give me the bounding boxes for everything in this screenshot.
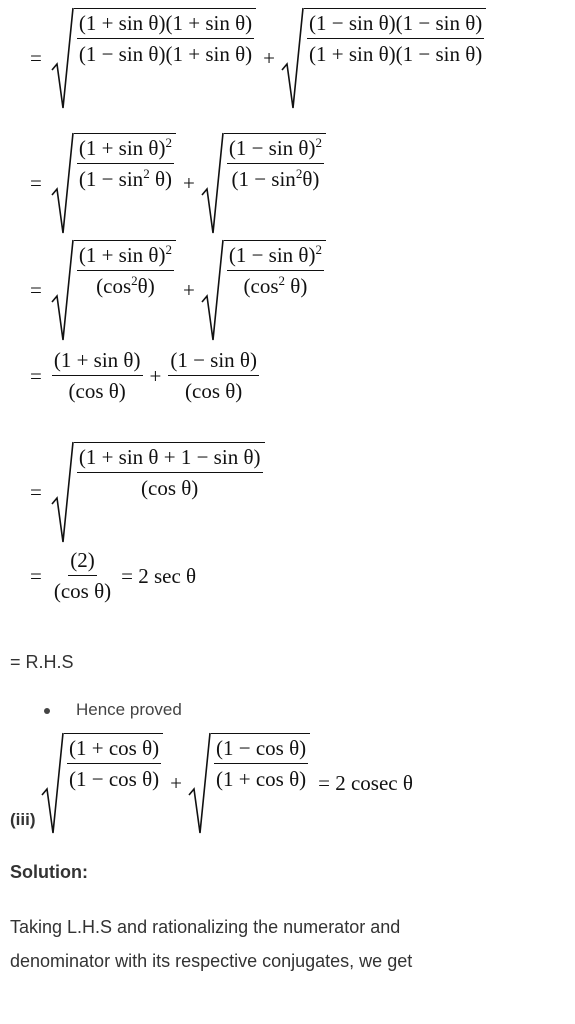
- radical-sign-icon: [52, 133, 74, 233]
- rhs-text: = R.H.S: [10, 652, 74, 672]
- problem-result: = 2 cosec θ: [318, 770, 413, 795]
- numerator: $(1 - \sin \theta)^2$: [227, 136, 324, 164]
- equals-sign: =: [30, 277, 42, 302]
- fraction: [52, 548, 113, 604]
- solution-heading: Solution:: [10, 862, 88, 882]
- numerator: (1 − sin θ): [168, 348, 259, 376]
- square-root: [52, 133, 176, 233]
- denominator: ($\cos^2$ θ): [243, 273, 308, 298]
- fraction: [168, 348, 259, 404]
- radical-sign-icon: [52, 8, 74, 108]
- radical-sign-icon: [52, 240, 74, 340]
- equation-step-4: [30, 348, 259, 404]
- numerator: (1 + sin θ): [52, 348, 143, 376]
- square-root: [42, 733, 163, 833]
- denominator: (cos θ): [141, 476, 199, 500]
- denominator: $(\cos^2\theta)$: [96, 273, 155, 298]
- equals-sign: =: [30, 45, 42, 70]
- radical-sign-icon: [189, 733, 211, 833]
- problem-equation: [42, 733, 413, 833]
- numerator: (1 − sin θ)(1 − sin θ): [307, 11, 484, 39]
- equals-sign: =: [30, 363, 42, 388]
- denominator: (cos θ): [185, 379, 243, 403]
- result: = 2 sec θ: [121, 563, 197, 588]
- plus-sign: +: [170, 770, 182, 795]
- numerator: (1 + cos θ): [67, 736, 161, 764]
- fraction: [52, 348, 143, 404]
- equation-step-6: [30, 548, 196, 604]
- equals-sign: =: [30, 479, 42, 504]
- radical-sign-icon: [202, 133, 224, 233]
- fraction: [227, 136, 324, 192]
- fraction: [77, 11, 254, 67]
- numerator: (1 − cos θ): [214, 736, 308, 764]
- numerator: (2): [68, 548, 97, 576]
- numerator: $(1 + \sin \theta)^2$: [77, 136, 174, 164]
- paragraph-line-2: denominator with its respective conjugates, we get: [10, 951, 413, 971]
- plus-sign: +: [183, 277, 195, 302]
- denominator: (1 + cos θ): [215, 767, 307, 791]
- equation-step-1: [30, 8, 486, 108]
- numerator: (1 + sin θ + 1 − sin θ): [77, 445, 263, 473]
- radical-sign-icon: [52, 442, 74, 542]
- plus-sign: +: [263, 45, 275, 70]
- equation-step-3: [30, 240, 326, 340]
- denominator: (cos θ): [68, 379, 126, 403]
- square-root: [52, 8, 256, 108]
- equals-sign: =: [30, 563, 42, 588]
- equation-step-2: [30, 133, 326, 233]
- denominator: (1 − cos θ): [69, 767, 160, 791]
- fraction: [227, 243, 324, 299]
- fraction: [77, 445, 263, 501]
- hence-proved-text: Hence proved: [76, 700, 182, 719]
- radical-sign-icon: [282, 8, 304, 108]
- plus-sign: +: [183, 170, 195, 195]
- fraction: [67, 736, 161, 792]
- square-root: [52, 240, 176, 340]
- denominator: (1 + sin θ)(1 − sin θ): [308, 42, 483, 66]
- radical-sign-icon: [202, 240, 224, 340]
- denominator: $(1 - \sin^2 \theta)$: [78, 166, 172, 191]
- denominator: (cos θ): [53, 579, 112, 603]
- bullet-icon: [44, 708, 50, 714]
- denominator: $(1 - \sin^2\theta)$: [231, 166, 320, 191]
- numerator: $(1 + \sin \theta)^2$: [77, 243, 174, 271]
- numerator: $(1 - \sin \theta)^2$: [227, 243, 324, 271]
- square-root: [189, 733, 310, 833]
- plus-sign: +: [149, 363, 162, 388]
- radical-sign-icon: [42, 733, 64, 833]
- fraction: [307, 11, 484, 67]
- square-root: [52, 442, 265, 542]
- fraction: [214, 736, 308, 792]
- square-root: [202, 133, 326, 233]
- denominator: (1 − sin θ)(1 + sin θ): [78, 42, 253, 66]
- equation-step-5: [30, 442, 265, 542]
- square-root: [282, 8, 486, 108]
- problem-label: (iii): [10, 810, 36, 829]
- paragraph-line-1: Taking L.H.S and rationalizing the numerator and: [10, 917, 401, 937]
- fraction: [77, 243, 174, 299]
- fraction: [77, 136, 174, 192]
- square-root: [202, 240, 326, 340]
- equals-sign: =: [30, 170, 42, 195]
- numerator: (1 + sin θ)(1 + sin θ): [77, 11, 254, 39]
